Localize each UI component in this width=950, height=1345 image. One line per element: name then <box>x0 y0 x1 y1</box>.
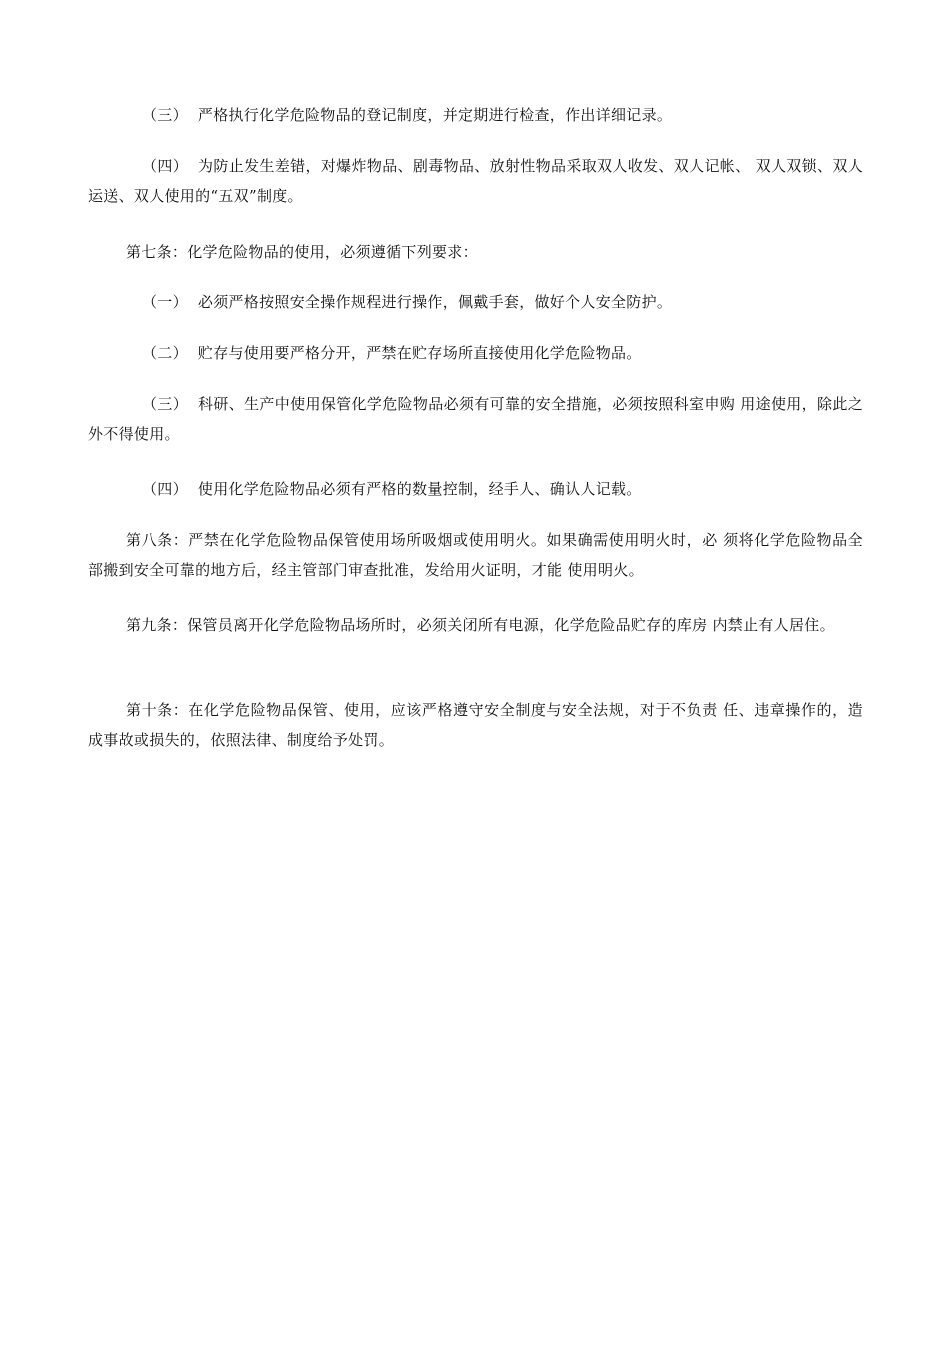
article-7 <box>88 237 863 267</box>
clause-text: 为防止发生差错，对爆炸物品、剧毒物品、放射性物品采取双人收发、双人记帐、 双人双锁、双人运送、双人使用的“五双”制度。 <box>88 157 863 205</box>
article-text: 第九条：保管员离开化学危险物品场所时，必须关闭所有电源，化学危险品贮存的库房 内禁止有人居住。 <box>126 616 835 634</box>
clause-item-4b <box>88 474 863 504</box>
clause-text: 必须严格按照安全操作规程进行操作，佩戴手套，做好个人安全防护。 <box>197 293 673 311</box>
article-8 <box>88 525 863 585</box>
clause-number: （四） <box>142 480 188 498</box>
clause-item-4 <box>88 151 863 211</box>
clause-text: 使用化学危险物品必须有严格的数量控制，经手人、确认人记载。 <box>197 480 642 498</box>
clause-number: （四） <box>142 157 189 175</box>
article-text: 第十条：在化学危险物品保管、使用，应该严格遵守安全制度与安全法规，对于不负责 任、违章操作的，造成事故或损失的，依照法律、制度给予处罚。 <box>88 701 863 749</box>
article-9 <box>88 610 863 640</box>
clause-text: 贮存与使用要严格分开，严禁在贮存场所直接使用化学危险物品。 <box>197 344 642 362</box>
clause-number: （三） <box>142 395 189 413</box>
article-text: 第八条：严禁在化学危险物品保管使用场所吸烟或使用明火。如果确需使用明火时，必 须将化学危险物品全部搬到安全可靠的地方后，经主管部门审查批准，发给用火证明，才能 使用明火。 <box>88 531 863 579</box>
clause-item-3b <box>88 389 863 449</box>
clause-item-2 <box>88 338 863 368</box>
clause-number: （三） <box>142 106 188 124</box>
clause-text: 严格执行化学危险物品的登记制度，并定期进行检查，作出详细记录。 <box>197 106 673 124</box>
clause-number: （二） <box>142 344 188 362</box>
article-10 <box>88 695 863 755</box>
clause-text: 科研、生产中使用保管化学危险物品必须有可靠的安全措施，必须按照科室申购 用途使用，除此之外不得使用。 <box>88 395 863 443</box>
clause-item-1 <box>88 287 863 317</box>
article-text: 第七条：化学危险物品的使用，必须遵循下列要求： <box>126 243 478 261</box>
clause-item-3 <box>88 100 863 130</box>
clause-number: （一） <box>142 293 188 311</box>
